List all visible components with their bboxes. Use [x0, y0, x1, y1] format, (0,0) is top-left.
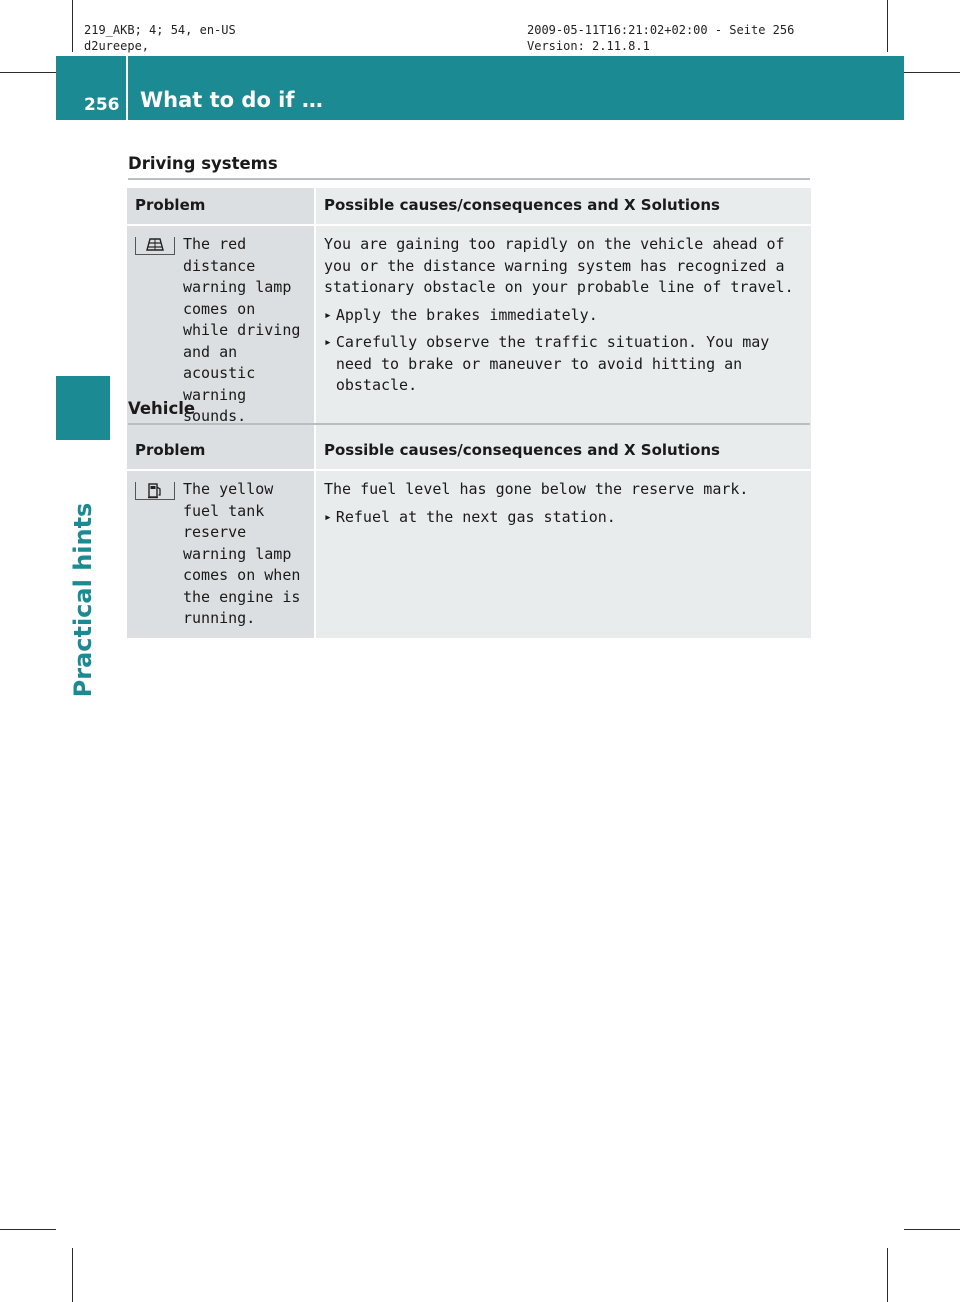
solution-step [324, 332, 803, 397]
cause-text: The fuel level has gone below the reserve mark. [324, 480, 749, 498]
problem-cell [127, 469, 314, 638]
print-meta-right-line2: Version: 2.11.8.1 [527, 39, 650, 53]
column-header-problem: Problem [127, 433, 314, 469]
table-header-row [127, 188, 811, 224]
print-meta-left-line1: 219_AKB; 4; 54, en-US [84, 23, 236, 37]
step-arrow-icon: ▸ [324, 335, 332, 350]
fuel-pump-icon [135, 482, 175, 500]
column-header-problem: Problem [127, 188, 314, 224]
print-meta-left-line2: d2ureepe, [84, 39, 150, 53]
page-number: 256 [84, 95, 120, 115]
column-header-solutions [314, 433, 811, 469]
side-tab-label: Practical hints [69, 502, 97, 698]
cause-text: You are gaining too rapidly on the vehicle ahead of you or the distance warning system has recognized a stationary obstacle on your probable line of travel. [324, 235, 794, 296]
crop-mark [887, 1248, 888, 1302]
step-text: Apply the brakes immediately. [335, 305, 598, 324]
problem-content [135, 479, 306, 630]
print-meta-right-line1: 2009-05-11T16:21:02+02:00 - Seite 256 [527, 23, 795, 37]
step-marker-icon: X [624, 441, 636, 460]
step-arrow-icon: ▸ [324, 509, 332, 525]
print-meta-right [527, 22, 794, 54]
solution-step [324, 305, 803, 327]
column-header-solutions [314, 188, 811, 224]
crop-mark [887, 0, 888, 52]
crop-mark [904, 1229, 960, 1230]
step-arrow-icon: ▸ [324, 307, 332, 323]
header-text-before: Possible causes/consequences and [324, 196, 624, 215]
solution-step [324, 507, 803, 529]
crop-mark [72, 0, 73, 52]
section-title-vehicle: Vehicle [128, 399, 810, 425]
step-text: Refuel at the next gas station. [335, 507, 616, 526]
crop-mark [904, 72, 960, 73]
distance-warning-icon [135, 237, 175, 255]
header-text-after: Solutions [635, 196, 720, 215]
table-vehicle [127, 433, 811, 638]
step-text: Carefully observe the traffic situation. You may need to brake or maneuver to avoid hitting an obstacle. [335, 333, 770, 394]
header-divider [126, 56, 128, 120]
page-title: What to do if … [140, 88, 323, 112]
problem-text: The red distance warning lamp comes on while driving and an acoustic warning sounds. [183, 235, 301, 425]
print-meta-left [84, 22, 236, 54]
section-title-driving-systems: Driving systems [128, 154, 810, 180]
header-text-before: Possible causes/consequences and [324, 441, 624, 460]
step-marker-icon: X [624, 196, 636, 215]
crop-mark [0, 72, 56, 73]
header-text-after: Solutions [635, 441, 720, 460]
side-tab-marker [56, 376, 110, 440]
crop-mark [0, 1229, 56, 1230]
problem-text: The yellow fuel tank reserve warning lamp comes on when the engine is running. [183, 480, 301, 627]
solution-cell [314, 469, 811, 638]
table-row [127, 469, 811, 638]
table-header-row [127, 433, 811, 469]
crop-mark [72, 1248, 73, 1302]
